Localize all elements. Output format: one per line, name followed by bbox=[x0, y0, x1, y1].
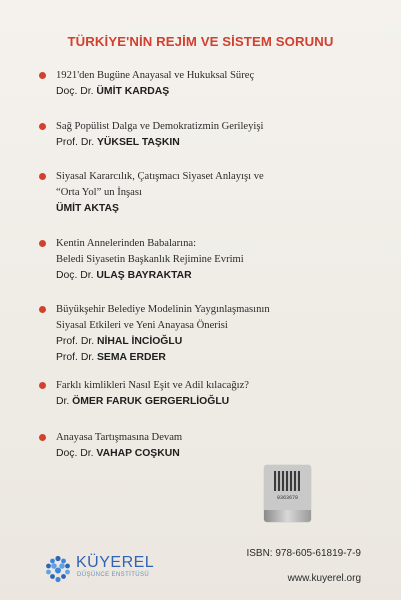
entry-title-line: Siyasal Kararcılık, Çatışmacı Siyaset Anlayışı ve bbox=[56, 171, 264, 182]
author-title: Doç. Dr. bbox=[56, 86, 94, 97]
author-title: Prof. Dr. bbox=[56, 336, 95, 347]
contents-entry bbox=[56, 378, 376, 410]
entry-title-line: Kentin Annelerinden Babalarına: bbox=[56, 238, 197, 249]
isbn: ISBN: 978-605-61819-7-9 bbox=[246, 548, 361, 559]
entry-title bbox=[56, 68, 376, 84]
author-name: ULAŞ BAYRAKTAR bbox=[96, 270, 192, 281]
author-title: Prof. Dr. bbox=[56, 137, 95, 148]
bullet-icon bbox=[39, 382, 46, 389]
entry-title bbox=[56, 119, 376, 135]
entry-title-line: Büyükşehir Belediye Modelinin Yaygınlaşmasının bbox=[56, 304, 270, 315]
author-name: ÖMER FARUK GERGERLİOĞLU bbox=[72, 396, 230, 407]
sticker-code: 0363678 bbox=[276, 495, 298, 501]
barcode-sticker bbox=[264, 465, 311, 522]
bullet-icon bbox=[39, 434, 46, 441]
entry-title-line: Beledi Siyasetin Başkanlık Rejimine Evrimi bbox=[56, 254, 244, 265]
contents-entry bbox=[56, 430, 376, 462]
page-title: TÜRKİYE'NİN REJİM VE SİSTEM SORUNU bbox=[67, 34, 334, 49]
entry-author bbox=[56, 268, 376, 284]
entry-title bbox=[56, 169, 376, 201]
author-name: ÜMİT KARDAŞ bbox=[96, 86, 170, 97]
author-name: SEMA ERDER bbox=[97, 352, 166, 363]
bullet-icon bbox=[39, 240, 46, 247]
entry-title bbox=[56, 236, 376, 268]
entry-author bbox=[56, 446, 376, 462]
author-name: VAHAP COŞKUN bbox=[96, 448, 180, 459]
contents-entry bbox=[56, 302, 376, 366]
entry-title-line: Sağ Popülist Dalga ve Demokratizmin Gerileyişi bbox=[56, 121, 264, 132]
entry-title-line: “Orta Yol” un İnşası bbox=[56, 187, 142, 198]
publisher-logo bbox=[44, 554, 164, 584]
author-name: ÜMİT AKTAŞ bbox=[56, 203, 119, 214]
entry-author bbox=[56, 334, 376, 350]
author-name: NİHAL İNCİOĞLU bbox=[97, 336, 183, 347]
entry-title bbox=[56, 430, 376, 446]
hologram-strip bbox=[264, 510, 311, 522]
qr-code-icon bbox=[274, 471, 300, 491]
publisher-subtitle: DÜŞÜNCE ENSTİTÜSÜ bbox=[77, 572, 150, 578]
entry-author bbox=[56, 135, 376, 151]
entry-title bbox=[56, 378, 376, 394]
contents-entry bbox=[56, 68, 376, 100]
publisher-name: KÜYEREL bbox=[76, 554, 155, 571]
entry-title-line: Siyasal Etkileri ve Yeni Anayasa Önerisi bbox=[56, 320, 228, 331]
author-title: Prof. Dr. bbox=[56, 352, 95, 363]
entry-author bbox=[56, 84, 376, 100]
entry-title-line: Anayasa Tartışmasına Devam bbox=[56, 432, 183, 443]
author-name: YÜKSEL TAŞKIN bbox=[97, 137, 180, 148]
entry-title-line: Farklı kimlikleri Nasıl Eşit ve Adil kılacağız? bbox=[56, 380, 249, 391]
bullet-icon bbox=[39, 173, 46, 180]
bullet-icon bbox=[39, 123, 46, 130]
author-title: Doç. Dr. bbox=[56, 270, 94, 281]
author-title: Doç. Dr. bbox=[56, 448, 94, 459]
publisher-globe-icon bbox=[44, 555, 72, 583]
entry-author bbox=[56, 394, 376, 410]
contents-entry bbox=[56, 236, 376, 284]
contents-entry bbox=[56, 169, 376, 217]
entry-title bbox=[56, 302, 376, 334]
website-link[interactable]: www.kuyerel.org bbox=[287, 573, 361, 584]
entry-author bbox=[56, 201, 376, 217]
contents-entry bbox=[56, 119, 376, 151]
entry-title-line: 1921'den Bugüne Anayasal ve Hukuksal Süreç bbox=[56, 70, 255, 81]
bullet-icon bbox=[39, 306, 46, 313]
author-title: Dr. bbox=[56, 396, 70, 407]
bullet-icon bbox=[39, 72, 46, 79]
entry-author bbox=[56, 350, 376, 366]
